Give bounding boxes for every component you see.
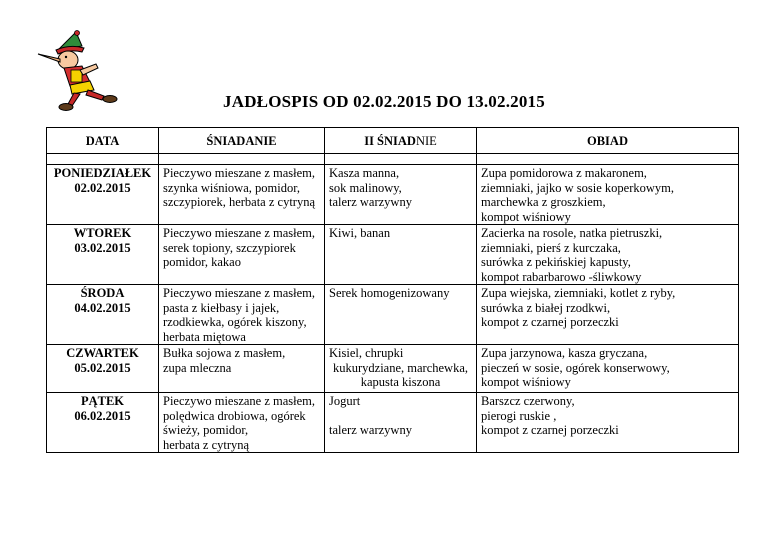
text-line: kukurydziane, marchewka, — [332, 360, 468, 375]
header-obiad: OBIAD — [477, 128, 739, 154]
text-line: szczypiorek, herbata z cytryną — [163, 195, 316, 209]
text-line: surówka z białej rzodkwi, — [481, 300, 611, 315]
day-name: WTOREK — [73, 226, 132, 240]
text-line: marchewka z groszkiem, — [481, 195, 606, 209]
sniadanie-cell — [159, 165, 325, 225]
text-line: kompot wiśniowy — [481, 375, 571, 389]
day-cell — [47, 225, 159, 285]
table-row — [47, 165, 739, 225]
text-line: Jogurt — [329, 394, 361, 408]
header-data: DATA — [47, 128, 159, 154]
text-line: kompot wiśniowy — [481, 209, 571, 224]
text-line: Kiwi, banan — [329, 226, 391, 240]
header-sniadanie: ŚNIADANIE — [159, 128, 325, 154]
obiad-cell — [477, 285, 739, 345]
text-line: herbata miętowa — [163, 329, 246, 344]
sniadanie-cell — [159, 285, 325, 345]
obiad-cell — [477, 393, 739, 453]
day-date: 02.02.2015 — [74, 180, 131, 195]
text-line: Zupa pomidorowa z makaronem, — [481, 166, 647, 180]
text-line: szynka wiśniowa, pomidor, — [163, 180, 300, 195]
day-date: 06.02.2015 — [74, 408, 131, 423]
text-line: Zupa jarzynowa, kasza gryczana, — [481, 346, 648, 360]
header-ii-sniadanie — [325, 128, 477, 154]
text-line: Zupa wiejska, ziemniaki, kotlet z ryby, — [481, 286, 676, 300]
text-line: Barszcz czerwony, — [481, 394, 575, 408]
text-line: serek topiony, szczypiorek — [163, 240, 296, 255]
table-row — [47, 393, 739, 453]
text-line: Pieczywo mieszane z masłem, — [163, 166, 316, 180]
day-name: PONIEDZIAŁEK — [53, 166, 152, 180]
obiad-cell — [477, 165, 739, 225]
text-line: Pieczywo mieszane z masłem, — [163, 394, 316, 408]
table-row — [47, 345, 739, 393]
day-date: 05.02.2015 — [74, 360, 131, 375]
day-cell — [47, 285, 159, 345]
text-line: pasta z kiełbasy i jajek, — [163, 300, 280, 315]
ii-sniadanie-cell — [325, 345, 477, 393]
text-line: talerz warzywny — [329, 195, 412, 209]
sniadanie-cell — [159, 225, 325, 285]
sniadanie-cell — [159, 345, 325, 393]
text-line: ziemniaki, pierś z kurczaka, — [481, 240, 621, 255]
ii-sniadanie-cell — [325, 285, 477, 345]
text-line: rzodkiewka, ogórek kiszony, — [163, 315, 307, 329]
day-cell — [47, 165, 159, 225]
day-date: 03.02.2015 — [74, 240, 131, 255]
table-row — [47, 225, 739, 285]
text-line: kompot z czarnej porzeczki — [481, 423, 619, 437]
day-cell — [47, 345, 159, 393]
text-line: kapusta kiszona — [360, 375, 441, 389]
header-row — [47, 128, 739, 154]
ii-sniadanie-cell — [325, 165, 477, 225]
ii-sniadanie-cell — [325, 393, 477, 453]
text-line: ziemniaki, jajko w sosie koperkowym, — [481, 180, 675, 195]
menu-table — [46, 127, 739, 453]
text-line: kompot z czarnej porzeczki — [481, 315, 619, 329]
obiad-cell — [477, 225, 739, 285]
day-cell — [47, 393, 159, 453]
header-ii-sniadanie-bold: II ŚNIAD — [364, 133, 416, 148]
ii-sniadanie-cell — [325, 225, 477, 285]
text-line: Pieczywo mieszane z masłem, — [163, 286, 316, 300]
text-line: Zacierka na rosole, natka pietruszki, — [481, 226, 663, 240]
text-line: świeży, pomidor, — [163, 423, 249, 437]
text-line: Kasza manna, — [329, 166, 400, 180]
text-line: sok malinowy, — [329, 180, 402, 195]
text-line: Kisiel, chrupki — [329, 346, 404, 360]
text-line: Serek homogenizowany — [329, 286, 450, 300]
text-line: talerz warzywny — [329, 423, 412, 437]
day-name: CZWARTEK — [66, 346, 139, 360]
text-line: surówka z pekińskiej kapusty, — [481, 255, 631, 269]
page-title: JADŁOSPIS OD 02.02.2015 DO 13.02.2015 — [223, 92, 545, 111]
text-line: zupa mleczna — [163, 360, 232, 375]
day-date: 04.02.2015 — [74, 300, 131, 315]
text-line: pieczeń w sosie, ogórek konserwowy, — [481, 360, 670, 375]
sniadanie-cell — [159, 393, 325, 453]
text-line: Pieczywo mieszane z masłem, — [163, 226, 316, 240]
text-line: pierogi ruskie , — [481, 408, 557, 423]
day-name: ŚRODA — [80, 286, 125, 300]
text-line: Bułka sojowa z masłem, — [163, 346, 286, 360]
text-line: polędwica drobiowa, ogórek — [163, 408, 306, 423]
obiad-cell — [477, 345, 739, 393]
spacer-row — [47, 154, 739, 165]
header-ii-sniadanie-light: NIE — [415, 133, 437, 148]
table-row — [47, 285, 739, 345]
text-line: kompot rabarbarowo -śliwkowy — [481, 269, 642, 284]
day-name: PĄTEK — [80, 394, 125, 408]
text-line: herbata z cytryną — [163, 437, 250, 452]
text-line: pomidor, kakao — [163, 255, 241, 269]
